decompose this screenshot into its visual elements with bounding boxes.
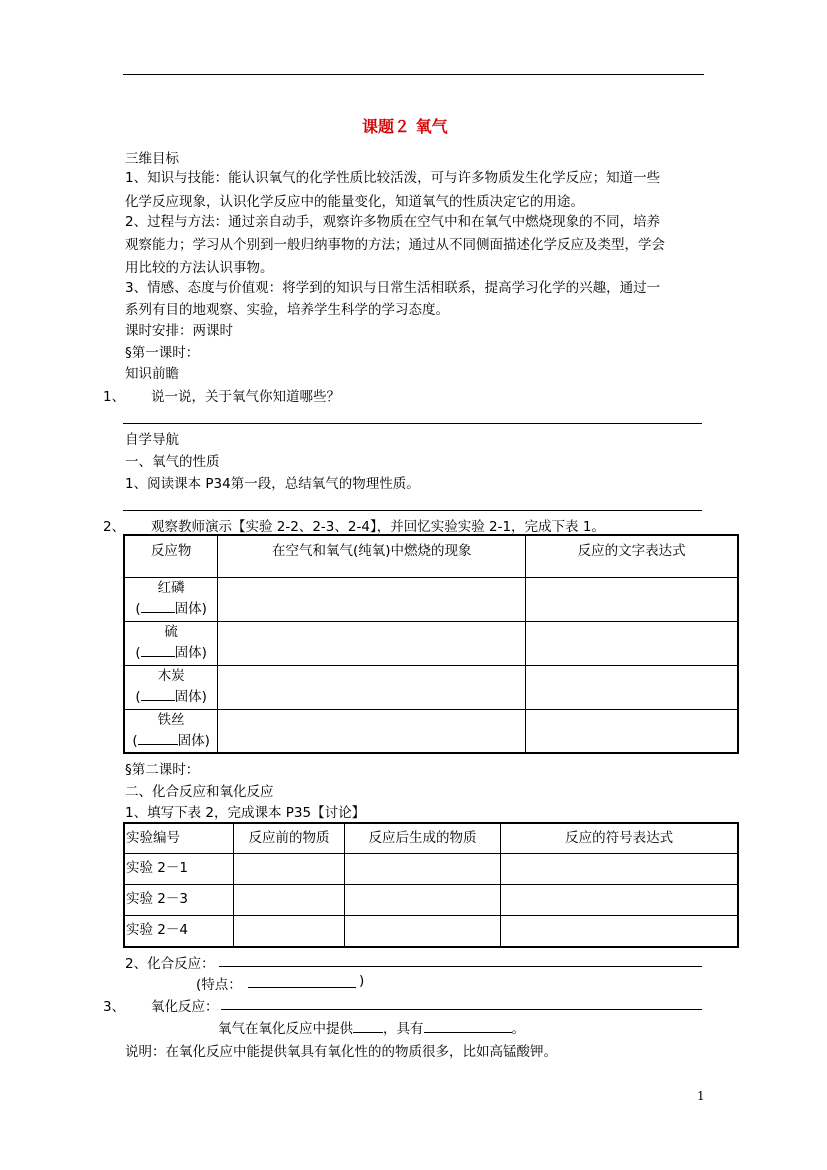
feature-close: ) bbox=[359, 973, 365, 989]
t1-reactant-name: 铁丝 bbox=[157, 711, 185, 728]
t2-before-cell[interactable] bbox=[234, 915, 345, 947]
t2-header-before: 反应前的物质 bbox=[234, 823, 345, 853]
t1-reactant-cell bbox=[124, 665, 218, 709]
self-study-heading: 自学导航 bbox=[125, 432, 179, 448]
t1-reactant-state: ( 固体) bbox=[135, 645, 207, 661]
goals-heading: 三维目标 bbox=[125, 151, 179, 167]
t2-header-symbol: 反应的符号表达式 bbox=[501, 823, 738, 853]
t2-header-after: 反应后生成的物质 bbox=[344, 823, 500, 853]
t1-phenomenon-cell[interactable] bbox=[218, 665, 526, 709]
schedule: 课时安排：两课时 bbox=[125, 323, 233, 339]
goal2-line1: 2、过程与方法：通过亲自动手，观察许多物质在空气中和在氧气中燃烧现象的不同，培养 bbox=[125, 214, 661, 230]
t2-experiment-id: 实验 2－3 bbox=[124, 884, 234, 915]
header-rule bbox=[123, 74, 704, 75]
oxygen-provides-text: 氧气在氧化反应中提供 bbox=[218, 1021, 353, 1037]
q2-number: 2、 bbox=[103, 519, 126, 535]
page-title: 课题２ 氧气 bbox=[362, 117, 448, 136]
q1-number: 1、 bbox=[103, 389, 126, 405]
t2-before-cell[interactable] bbox=[234, 853, 345, 884]
t1-reactant-name: 木炭 bbox=[157, 668, 185, 684]
feature-open: (特点： bbox=[196, 977, 242, 993]
goal2-line2: 观察能力；学习从个别到一般归纳事物的方法；通过从不同侧面描述化学反应及类型，学会 bbox=[125, 237, 665, 253]
t2-symbol-cell[interactable] bbox=[501, 884, 738, 915]
experiment-table bbox=[123, 822, 739, 948]
has-blank[interactable] bbox=[424, 1019, 512, 1033]
t1-reactant-cell bbox=[124, 709, 218, 753]
goal1-line1: 1、知识与技能：能认识氧气的化学性质比较活泼，可与许多物质发生化学反应；知道一些 bbox=[125, 170, 661, 186]
combination-answer-line[interactable] bbox=[219, 966, 702, 967]
t1-header-reactant: 反应物 bbox=[124, 535, 218, 577]
t1-phenomenon-cell[interactable] bbox=[218, 709, 526, 753]
page-number: 1 bbox=[697, 1089, 705, 1103]
oxidation-label: 氧化反应： bbox=[151, 999, 219, 1015]
provides-blank[interactable] bbox=[353, 1019, 383, 1033]
t1-reactant-state: ( 固体) bbox=[135, 689, 207, 705]
t2-experiment-id: 实验 2－1 bbox=[124, 853, 234, 884]
t1-reactant-cell bbox=[124, 621, 218, 665]
t2-symbol-cell[interactable] bbox=[501, 915, 738, 947]
goal3-line1: 3、情感、态度与价值观：将学到的知识与日常生活相联系，提高学习化学的兴趣，通过一 bbox=[125, 280, 661, 296]
note-text: 说明：在氧化反应中能提供氧具有氧化性的的物质很多，比如高锰酸钾。 bbox=[125, 1044, 557, 1060]
t1-reactant-name: 红磷 bbox=[157, 580, 185, 596]
t1-phenomenon-cell[interactable] bbox=[218, 577, 526, 621]
goal2-line3: 用比较的方法认识事物。 bbox=[125, 260, 274, 276]
t2-header-id: 实验编号 bbox=[124, 823, 234, 853]
t1-reactant-state: ( 固体) bbox=[132, 732, 210, 749]
t1-header-expression: 反应的文字表达式 bbox=[526, 535, 738, 577]
state-blank[interactable] bbox=[138, 731, 178, 745]
t1-header-phenomenon: 在空气和氧气(纯氧)中燃烧的现象 bbox=[218, 535, 526, 577]
oxidation-answer-line[interactable] bbox=[221, 1009, 702, 1010]
state-blank[interactable] bbox=[141, 599, 175, 613]
t1-reactant-cell bbox=[124, 577, 218, 621]
oxygen-role-line bbox=[218, 1017, 525, 1037]
t2-after-cell[interactable] bbox=[344, 884, 500, 915]
lesson1-heading: §第一课时： bbox=[125, 345, 200, 361]
goal3-line2: 系列有目的地观察、实验，培养学生科学的学习态度。 bbox=[125, 302, 449, 318]
goal1-line2: 化学反应现象，认识化学反应中的能量变化，知道氧气的性质决定它的用途。 bbox=[125, 194, 584, 210]
t1-expression-cell[interactable] bbox=[526, 709, 738, 753]
preview-heading: 知识前瞻 bbox=[125, 366, 179, 382]
t2-before-cell[interactable] bbox=[234, 884, 345, 915]
combination-label: 2、化合反应： bbox=[125, 956, 215, 972]
q1-text: 说一说，关于氧气你知道哪些？ bbox=[151, 389, 340, 405]
t1-phenomenon-cell[interactable] bbox=[218, 621, 526, 665]
part2-item1: 1、填写下表 2，完成课本 P35【讨论】 bbox=[125, 805, 366, 821]
physical-property-answer-line[interactable] bbox=[123, 510, 702, 511]
q2-text: 观察教师演示【实验 2-2、2-3、2-4】，并回忆实验实验 2-1，完成下表 1。 bbox=[151, 519, 605, 535]
t1-reactant-name: 硫 bbox=[164, 624, 178, 640]
feature-answer-line[interactable] bbox=[248, 987, 356, 988]
t2-after-cell[interactable] bbox=[344, 853, 500, 884]
t1-expression-cell[interactable] bbox=[526, 665, 738, 709]
q3-number: 3、 bbox=[103, 999, 126, 1015]
t2-after-cell[interactable] bbox=[344, 915, 500, 947]
state-blank[interactable] bbox=[141, 643, 175, 657]
q1-answer-line[interactable] bbox=[123, 423, 702, 424]
combustion-table bbox=[123, 534, 739, 754]
part2-heading: 二、化合反应和氧化反应 bbox=[125, 784, 274, 800]
t2-experiment-id: 实验 2－4 bbox=[124, 915, 234, 947]
t1-expression-cell[interactable] bbox=[526, 621, 738, 665]
part1-item1: 1、阅读课本 P34第一段，总结氧气的物理性质。 bbox=[125, 476, 420, 492]
lesson2-heading: §第二课时： bbox=[125, 762, 200, 778]
t1-reactant-state: ( 固体) bbox=[135, 601, 207, 617]
state-blank[interactable] bbox=[141, 687, 175, 701]
t2-symbol-cell[interactable] bbox=[501, 853, 738, 884]
t1-expression-cell[interactable] bbox=[526, 577, 738, 621]
part1-heading: 一、氧气的性质 bbox=[125, 454, 220, 470]
period-text: 。 bbox=[511, 1021, 525, 1037]
oxygen-has-text: ，具有 bbox=[383, 1021, 424, 1037]
